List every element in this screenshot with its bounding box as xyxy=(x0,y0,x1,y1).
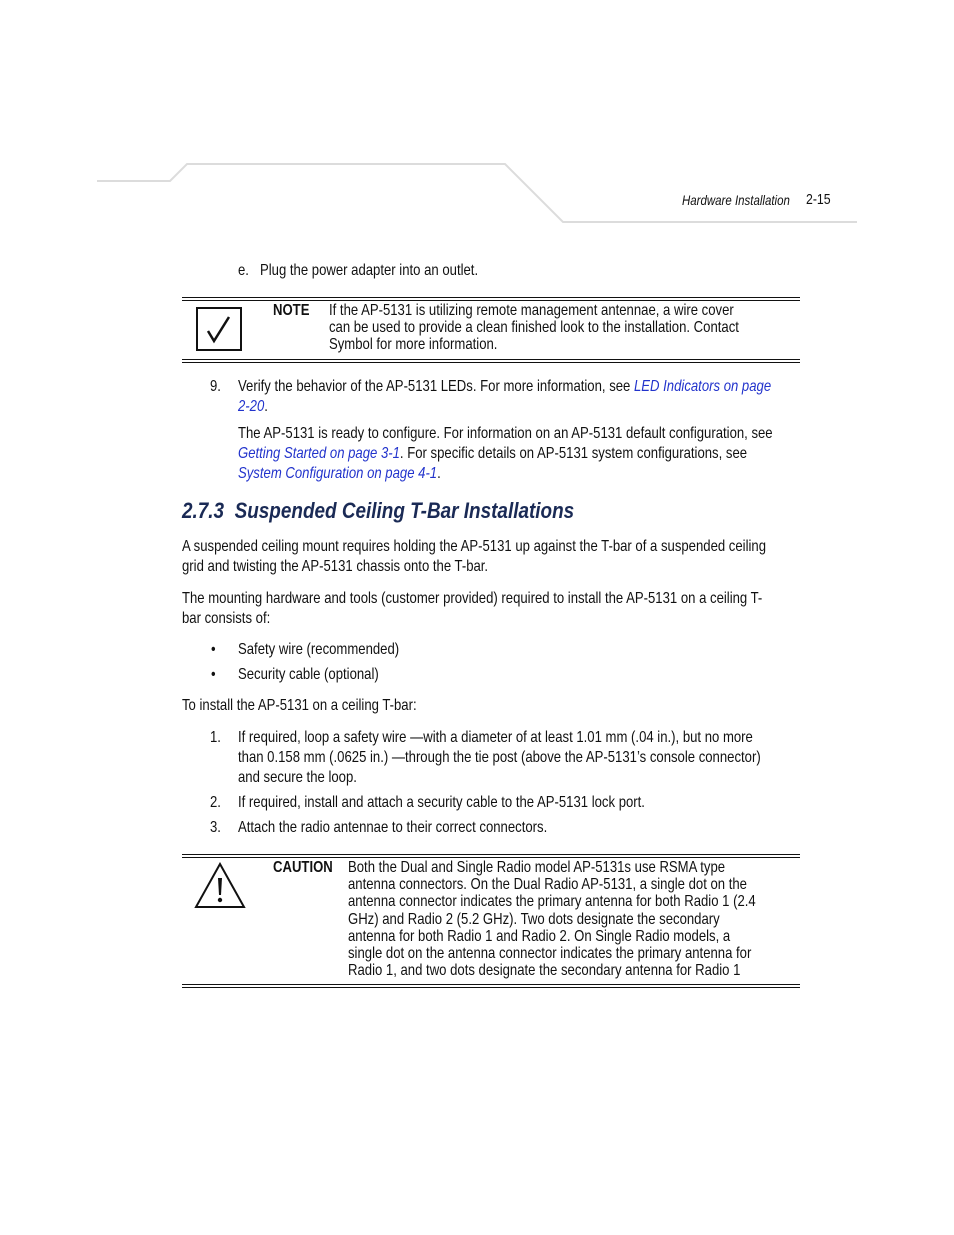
ready-end: . xyxy=(437,465,441,482)
step-text: If required, loop a safety wire —with a diameter of at least 1.01 mm (.04 in.), but no more than 0.158 mm (.0625 in.) —through the tie post (above the AP-5131’s console connector) and secure the loop. xyxy=(238,729,761,786)
step-9-marker: 9. xyxy=(210,378,221,395)
bullet-item: Safety wire (recommended) xyxy=(238,641,400,658)
section-title: Suspended Ceiling T-Bar Installations xyxy=(234,498,575,523)
step-9-end: . xyxy=(264,398,268,415)
caution-text: Both the Dual and Single Radio model AP-5131s use RSMA type antenna connectors. On the Dual Radio AP-5131, a single dot on the antenna connector indicates the primary antenna for both Radio 1 (2.4 GHz) and Radio 2 (5.2 GHz). Two dots designate the secondary antenna for both Radio 1 and Radio 2. On Single Radio models, a single dot on the antenna connector indicates the primary antenna for Radio 1, and two dots designate the secondary antenna for Radio 1 xyxy=(348,859,756,980)
install-intro: To install the AP-5131 on a ceiling T-bar: xyxy=(182,697,417,714)
note-label: NOTE xyxy=(273,302,310,319)
paragraph: The mounting hardware and tools (customer provided) required to install the AP-5131 on a ceiling T- bar consists of: xyxy=(182,590,763,627)
section-number: 2.7.3 xyxy=(182,498,225,523)
page-number: 2-15 xyxy=(806,191,831,208)
ready-line1: The AP-5131 is ready to configure. For information on an AP-5131 default configuration, see xyxy=(238,425,773,442)
bullet-item: Security cable (optional) xyxy=(238,666,379,683)
step-9-body: Verify the behavior of the AP-5131 LEDs. For more information, see xyxy=(238,378,634,395)
warning-icon xyxy=(194,862,246,910)
led-indicators-page-link[interactable]: 2-20 xyxy=(238,398,265,415)
running-header-section: Hardware Installation xyxy=(682,192,790,208)
ready-mid: . For specific details on AP-5131 system configurations, see xyxy=(399,445,748,462)
led-indicators-link[interactable]: LED Indicators on page xyxy=(633,378,772,395)
caution-label: CAUTION xyxy=(273,859,333,876)
step-marker: 3. xyxy=(210,819,221,836)
step-marker: 1. xyxy=(210,729,221,746)
step-e-marker: e. xyxy=(238,262,249,279)
bullet-icon: • xyxy=(211,666,216,683)
bullet-icon: • xyxy=(211,641,216,658)
checkmark-icon xyxy=(196,307,243,352)
paragraph: A suspended ceiling mount requires holding the AP-5131 up against the T-bar of a suspended ceiling grid and twisting the AP-5131 chassis onto the T-bar. xyxy=(182,538,767,575)
step-text: If required, install and attach a security cable to the AP-5131 lock port. xyxy=(238,794,645,811)
section-heading xyxy=(182,498,575,523)
step-text: Attach the radio antennae to their correct connectors. xyxy=(238,819,548,836)
ready-paragraph xyxy=(238,424,773,484)
step-marker: 2. xyxy=(210,794,221,811)
system-configuration-link[interactable]: System Configuration on page 4-1 xyxy=(238,465,438,482)
step-e-text: Plug the power adapter into an outlet. xyxy=(260,262,479,279)
getting-started-link[interactable]: Getting Started on page 3-1 xyxy=(238,445,400,462)
note-text: If the AP-5131 is utilizing remote management antennae, a wire cover can be used to provide a clean finished look to the installation. Contact Symbol for more information. xyxy=(329,302,739,354)
step-9-text xyxy=(238,377,771,417)
